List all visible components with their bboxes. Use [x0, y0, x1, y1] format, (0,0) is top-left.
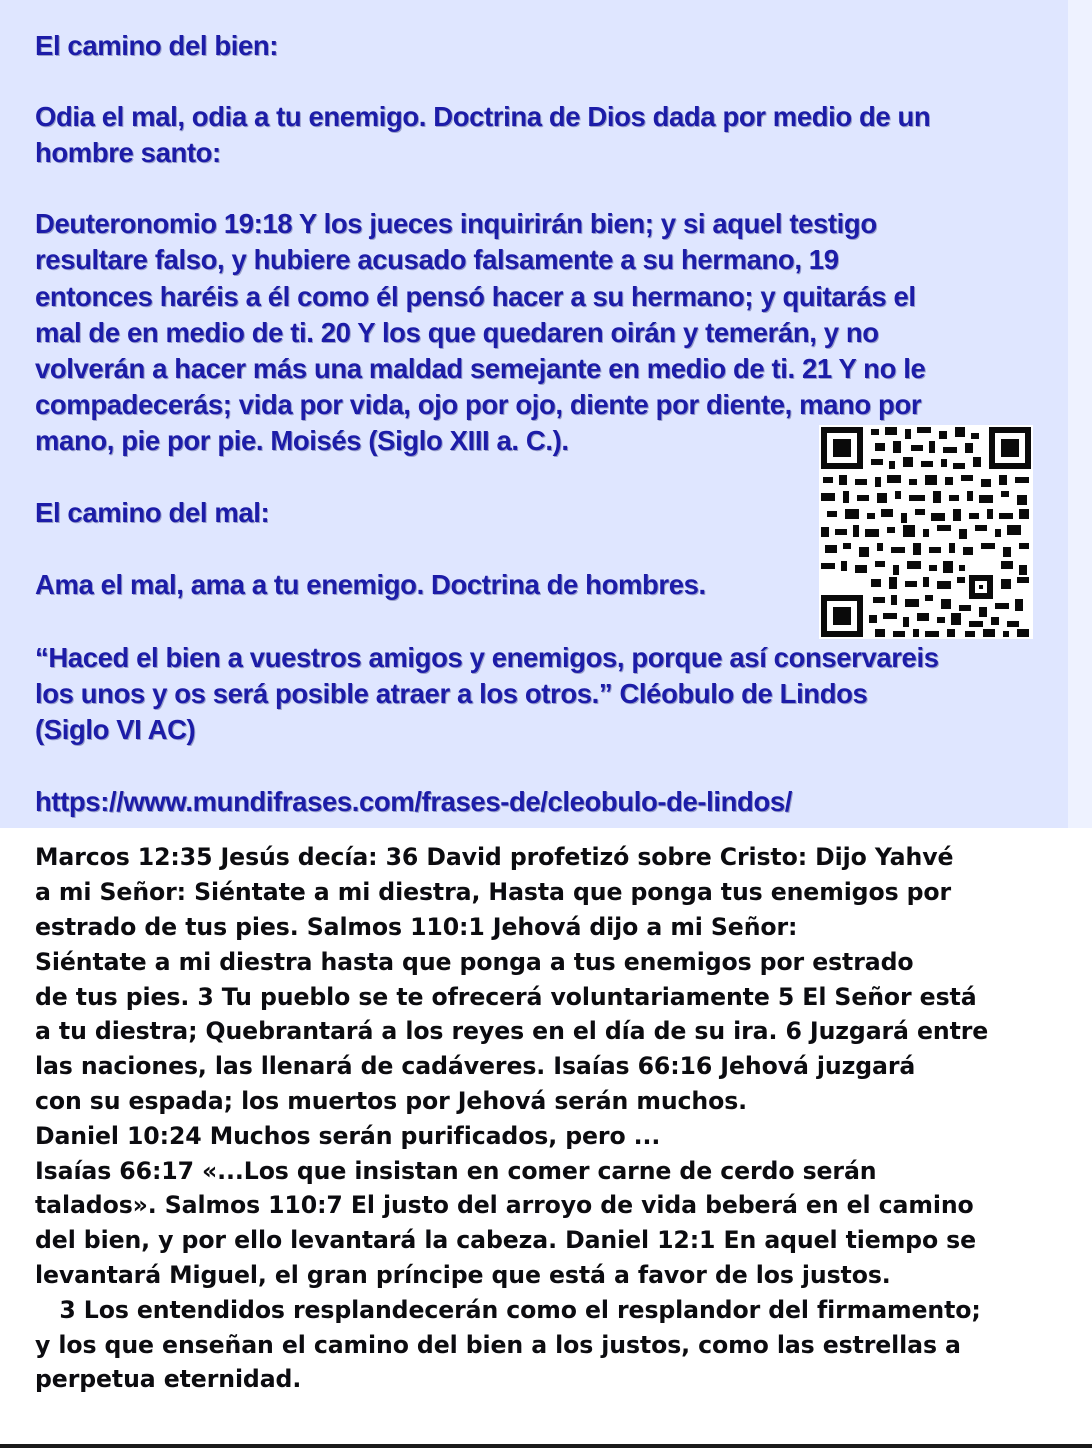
- deuteronomy-line-5: volverán a hacer más una maldad semejante en medio de ti. 21 Y no le: [35, 353, 926, 384]
- good-doctrine-line-1: Odia el mal, odia a tu enemigo. Doctrina de Dios dada por medio de un: [35, 101, 931, 132]
- highlight-panel-edge: [1068, 0, 1092, 828]
- scripture-line-9: Daniel 10:24 Muchos serán purificados, pero ...: [35, 1122, 661, 1150]
- scripture-line-7: las naciones, las llenará de cadáveres. Isaías 66:16 Jehová juzgará: [35, 1052, 916, 1080]
- scripture-line-14: 3 Los entendidos resplandecerán como el resplandor del firmamento;: [35, 1296, 981, 1324]
- qr-code-icon[interactable]: [819, 425, 1033, 639]
- scripture-line-2: a mi Señor: Siéntate a mi diestra, Hasta que ponga tus enemigos por: [35, 878, 952, 906]
- scripture-line-15: y los que enseñan el camino del bien a los justos, como las estrellas a: [35, 1331, 961, 1359]
- cleobulo-quote-line-3: (Siglo VI AC): [35, 714, 196, 745]
- evil-path-heading: El camino del mal:: [35, 497, 270, 528]
- scripture-line-5: de tus pies. 3 Tu pueblo se te ofrecerá voluntariamente 5 El Señor está: [35, 983, 977, 1011]
- scripture-line-16: perpetua eternidad.: [35, 1365, 302, 1393]
- scripture-line-12: del bien, y por ello levantará la cabeza. Daniel 12:1 En aquel tiempo se: [35, 1226, 977, 1254]
- deuteronomy-line-7: mano, pie por pie. Moisés (Siglo XIII a. C.).: [35, 425, 569, 456]
- deuteronomy-line-6: compadecerás; vida por vida, ojo por ojo, diente por diente, mano por: [35, 389, 922, 420]
- deuteronomy-line-4: mal de en medio de ti. 20 Y los que quedaren oirán y temerán, y no: [35, 317, 879, 348]
- scripture-line-6: a tu diestra; Quebrantará a los reyes en el día de su ira. 6 Juzgará entre: [35, 1017, 989, 1045]
- scripture-line-11: talados». Salmos 110:7 El justo del arroyo de vida beberá en el camino: [35, 1191, 974, 1219]
- evil-doctrine: Ama el mal, ama a tu enemigo. Doctrina de hombres.: [35, 569, 706, 600]
- good-path-heading: El camino del bien:: [35, 30, 279, 61]
- source-url-link[interactable]: https://www.mundifrases.com/frases-de/cleobulo-de-lindos/: [35, 786, 792, 817]
- deuteronomy-line-2: resultare falso, y hubiere acusado falsamente a su hermano, 19: [35, 244, 839, 275]
- cleobulo-quote-line-1: “Haced el bien a vuestros amigos y enemigos, porque así conservareis: [35, 642, 939, 673]
- bottom-border: [0, 1444, 1092, 1448]
- scripture-line-8: con su espada; los muertos por Jehová serán muchos.: [35, 1087, 748, 1115]
- scripture-line-10: Isaías 66:17 «...Los que insistan en comer carne de cerdo serán: [35, 1157, 877, 1185]
- deuteronomy-line-1: Deuteronomio 19:18 Y los jueces inquirirán bien; y si aquel testigo: [35, 208, 877, 239]
- deuteronomy-line-3: entonces haréis a él como él pensó hacer a su hermano; y quitarás el: [35, 281, 916, 312]
- scripture-line-1: Marcos 12:35 Jesús decía: 36 David profetizó sobre Cristo: Dijo Yahvé: [35, 843, 954, 871]
- good-doctrine-line-2: hombre santo:: [35, 137, 221, 168]
- scripture-line-4: Siéntate a mi diestra hasta que ponga a tus enemigos por estrado: [35, 948, 914, 976]
- cleobulo-quote-line-2: los unos y os será posible atraer a los otros.” Cléobulo de Lindos: [35, 678, 868, 709]
- scripture-line-13: levantará Miguel, el gran príncipe que está a favor de los justos.: [35, 1261, 891, 1289]
- scripture-line-3: estrado de tus pies. Salmos 110:1 Jehová dijo a mi Señor:: [35, 913, 798, 941]
